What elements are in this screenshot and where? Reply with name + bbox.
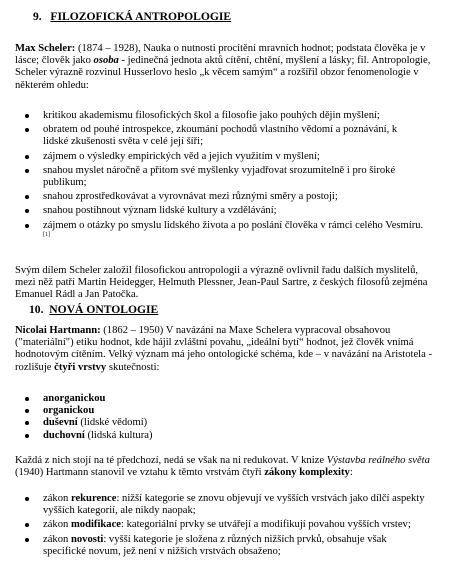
book-title: Výstavba reálného světa bbox=[326, 455, 430, 466]
section-10-title: NOVÁ ONTOLOGIE bbox=[49, 303, 159, 316]
hartmann-intro-text-2: skutečnosti: bbox=[106, 361, 160, 373]
hartmann-laws bbox=[15, 493, 427, 558]
list-item: zákon modifikace: kategoriální prvky se utvářejí a modifikují povahou vyšších vrstev; bbox=[15, 519, 427, 531]
section-9-number: 9. bbox=[33, 10, 42, 23]
scheler-osoba: osoba bbox=[93, 55, 119, 67]
scheler-name: Max Scheler: bbox=[15, 43, 76, 54]
list-item: obratem od pouhé introspekce, zkoumání pochodů vlastního vědomí a poznávání, k lidské zkušenosti světa v celé její šíři; bbox=[15, 124, 425, 148]
scheler-intro-text: (1874 – 1928), Nauka o nutnosti procítění mravních hodnot; podstata člověka je v lásce; člověk jako bbox=[15, 43, 426, 67]
hartmann-name: Nicolai Hartmann: bbox=[15, 325, 101, 336]
list-item: snahou zprostředkovávat a vyrovnávat mezi různými směry a postoji; bbox=[15, 191, 425, 203]
section-9-title: FILOZOFICKÁ ANTROPOLOGIE bbox=[50, 10, 232, 23]
list-item: duševní (lidské vědomí) bbox=[15, 417, 415, 429]
hartmann-ctyri-vrstvy: čtyři vrstvy bbox=[54, 361, 107, 373]
section-9-heading bbox=[33, 10, 231, 24]
footnote-ref[interactable]: [1] bbox=[43, 231, 50, 238]
list-item: snahou myslet náročně a přitom své myšlenky vyjadřovat srozumitelně i pro široké publikum; bbox=[15, 165, 425, 189]
list-item: zákon novosti: vyšší kategorie je složena z různých nižších prvků, obsahuje však specifické novum, jež není v nižších vrstvách obsaženo; bbox=[15, 534, 427, 558]
list-item: zájmem o otázky po smyslu lidského života a po poslání člověka v rámci celého Vesmíru.[1] bbox=[15, 220, 425, 244]
list-item: anorganickou bbox=[15, 393, 415, 405]
section-10-heading bbox=[29, 303, 158, 317]
hartmann-layers bbox=[15, 393, 415, 442]
list-item: zákon rekurence: nižší kategorie se znovu objevují ve vyšších vrstvách jako dílčí aspekty vyšších kategorií, ale nikdy naopak; bbox=[15, 493, 427, 517]
list-item: snahou postihnout význam lidské kultury a vzdělávání; bbox=[15, 205, 425, 217]
hartmann-para2: Každá z nich stojí na té předchozí, nedá se však na ni redukovat. V knize Výstavba reálného světa (1940) Hartmann stanovil ve vztahu k těmto vrstvám čtyři zákony komplexity: bbox=[15, 455, 430, 479]
list-item: organickou bbox=[15, 405, 415, 417]
list-item: kritikou akademismu filosofických škol a filosofie jako pouhých dějin myšlení; bbox=[15, 110, 425, 122]
scheler-intro bbox=[15, 43, 437, 92]
scheler-outro: Svým dílem Scheler založil filosofickou antropologii a výrazně ovlivnil řadu dalších myslitelů, mezi něž patří Martin Heidegger, Helmuth Plessner, Jean-Paul Sartre, z českých filosofů zejména Emanuel Rádl a Jan Patočka. bbox=[15, 265, 428, 301]
list-item: duchovní (lidská kultura) bbox=[15, 430, 415, 442]
scheler-intro-text-2: - jedinečná jednota aktů cítění, chtění, myšlení a lásky; fil. Antropologie, Scheler výrazně rozvinul Husserlovo heslo „k věcem samým“ a rozšířil obzor fenomenologie v některém ohledu: bbox=[15, 55, 431, 91]
hartmann-intro bbox=[15, 325, 441, 374]
hartmann-intro-text: (1862 – 1950) V navázání na Maxe Schelera vypracoval obsahovou ("materiální") etiku hodnot, kde hájil zvláštní povahu, „ideální bytí“ hodnot, jež člověk vnímá hodnotovým cítěním. Velký význam má jeho ontologické schéma, kde – v navázání na Aristotela - rozlišuje bbox=[15, 325, 432, 373]
list-item: zájmem o výsledky empirických věd a jejich využitím v myšlení; bbox=[15, 151, 425, 163]
scheler-bullets bbox=[15, 110, 425, 244]
section-10-number: 10. bbox=[29, 303, 44, 316]
